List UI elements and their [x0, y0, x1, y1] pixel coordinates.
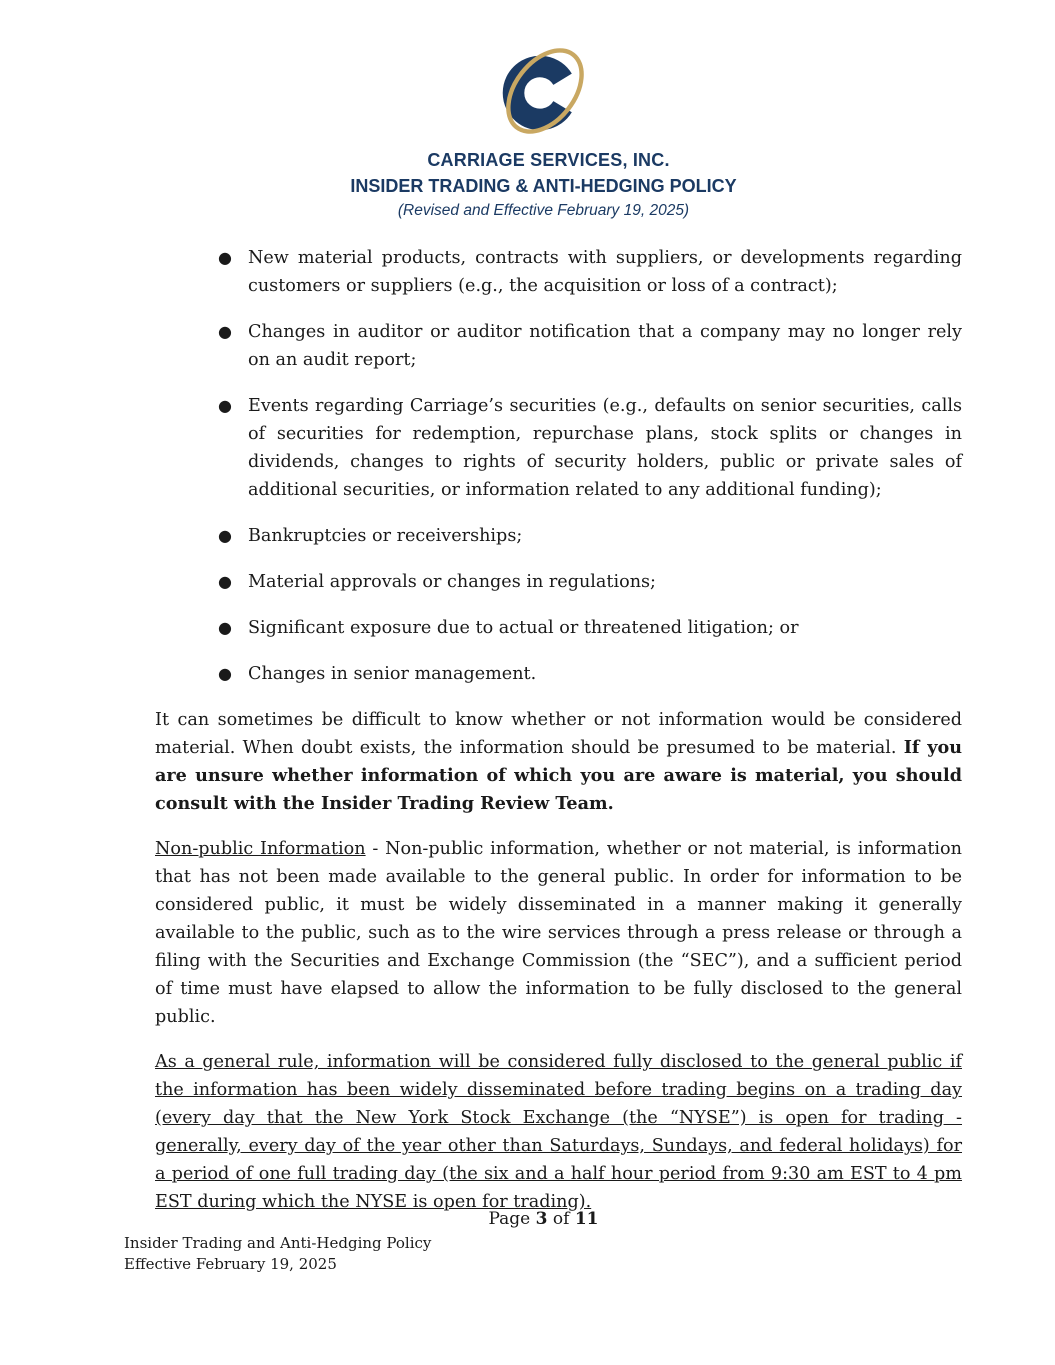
bullet-icon: ●	[218, 618, 232, 637]
revised-date: (Revised and Effective February 19, 2025)	[397, 202, 690, 219]
list-item: ● Bankruptcies or receiverships;	[248, 522, 962, 550]
footer-info	[124, 1233, 431, 1275]
bullet-icon: ●	[218, 248, 232, 267]
company-name: CARRIAGE SERVICES, INC.	[427, 150, 670, 170]
non-public-heading: Non-public Information	[155, 839, 366, 859]
list-item: ● Significant exposure due to actual or threatened litigation; or	[248, 614, 962, 642]
general-rule-paragraph: As a general rule, information will be considered fully disclosed to the general public if the information has been widely disseminated before trading begins on a trading day (every day that the New York Stock Exchange (the “NYSE”) is open for trading - generally, every day of the year other than Saturdays, Sundays, and federal holidays) for a period of one full trading day (the six and a half hour period from 9:30 am EST to 4 pm EST during which the NYSE is open for trading).	[155, 1052, 962, 1212]
bullet-icon: ●	[218, 572, 232, 591]
footer-policy-name: Insider Trading and Anti-Hedging Policy	[124, 1234, 432, 1252]
list-item: ● Changes in senior management.	[248, 660, 962, 688]
policy-title: INSIDER TRADING & ANTI-HEDGING POLICY	[350, 176, 737, 196]
bullet-icon: ●	[218, 322, 232, 341]
list-item: ● Material approvals or changes in regulations;	[248, 568, 962, 596]
bullet-icon: ●	[218, 526, 232, 545]
materiality-paragraph: It can sometimes be difficult to know whether or not information would be considered material. When doubt exists, the information should be presumed to be material. If you are unsure whether information of which you are aware is material, you should consult with the Insider Trading Review Team.	[155, 710, 962, 814]
page-number: Page 3 of 11	[488, 1209, 599, 1229]
list-item: ● Changes in auditor or auditor notification that a company may no longer rely on an audit report;	[248, 318, 962, 374]
bullet-icon: ●	[218, 664, 232, 683]
footer-effective-date: Effective February 19, 2025	[124, 1255, 337, 1273]
list-item: ● New material products, contracts with suppliers, or developments regarding customers or suppliers (e.g., the acquisition or loss of a contract);	[248, 244, 962, 300]
non-public-paragraph: Non-public Information - Non-public information, whether or not material, is information that has not been made available to the general public. In order for information to be considered public, it must be widely disseminated in a manner making it generally available to the public, such as to the wire services through a press release or through a filing with the Securities and Exchange Commission (the “SEC”), and a sufficient period of time must have elapsed to allow the information to be fully disclosed to the general public.	[155, 839, 962, 1027]
bullet-icon: ●	[218, 396, 232, 415]
material-info-list	[155, 244, 962, 688]
carriage-logo-icon	[494, 42, 592, 140]
document-body	[155, 244, 962, 1233]
materiality-bold-note: If you are unsure whether information of which you are aware is material, you should consult with the Insider Trading Review Team.	[155, 737, 962, 814]
list-item: ● Events regarding Carriage’s securities (e.g., defaults on senior securities, calls of securities for redemption, repurchase plans, stock splits or changes in dividends, changes to rights of security holders, public or private sales of additional securities, or information related to any additional funding);	[248, 392, 962, 504]
